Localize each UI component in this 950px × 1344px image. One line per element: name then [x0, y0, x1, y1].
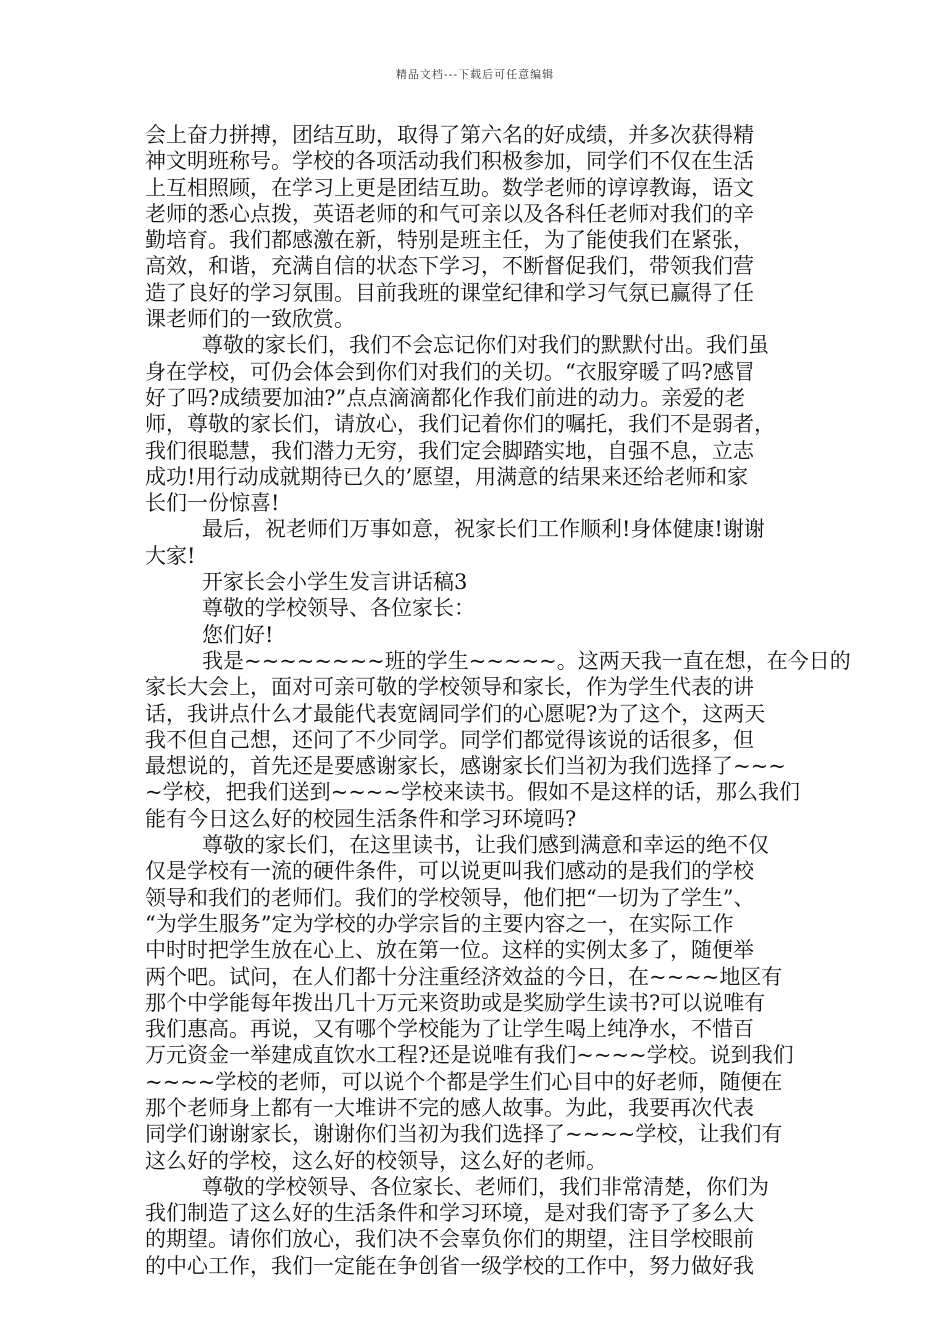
text-line: 高效，和谐，充满自信的状态下学习，不断督促我们，带领我们营	[145, 254, 754, 279]
text-line: 勤培育。我们都感激在新，特别是班主任，为了能使我们在紧张，	[145, 228, 754, 253]
text-line: 的中心工作，我们一定能在争创省一级学校的工作中，努力做好我	[145, 1253, 754, 1278]
text-line: “为学生服务”定为学校的办学宗旨的主要内容之一，在实际工作	[145, 911, 734, 936]
text-line: 我们很聪慧，我们潜力无穷，我们定会脚踏实地，自强不息，立志	[145, 438, 754, 463]
text-line: 成功!用行动成就期待已久的’愿望，用满意的结果来还给老师和家	[145, 464, 749, 489]
text-line: 领导和我们的老师们。我们的学校领导，他们把“一切为了学生”、	[145, 885, 755, 910]
text-line: 好了吗?成绩要加油?”点点滴滴都化作我们前进的动力。亲爱的老	[145, 385, 746, 410]
document-body	[145, 122, 851, 1279]
text-line: 师，尊敬的家长们，请放心，我们记着你们的嘱托，我们不是弱者，	[145, 412, 775, 437]
text-line: 您们好!	[202, 622, 274, 647]
text-line: 身在学校，可仍会体会到你们对我们的关切。“衣服穿暖了吗?感冒	[145, 359, 755, 384]
text-line: 我是~~~~~~~~班的学生~~~~~。这两天我一直在想，在今日的	[202, 648, 851, 673]
text-line: 尊敬的学校领导、各位家长：	[202, 596, 475, 621]
text-line: 长们一份惊喜!	[145, 491, 280, 516]
text-line: 课老师们的一致欣赏。	[145, 307, 355, 332]
text-line: 尊敬的学校领导、各位家长、老师们，我们非常清楚，你们为	[202, 1174, 769, 1199]
text-line: 我们制造了这么好的生活条件和学习环境，是对我们寄予了多么大	[145, 1201, 754, 1226]
text-line: 这么好的学校，这么好的校领导，这么好的老师。	[145, 1148, 607, 1173]
text-line: 中时时把学生放在心上、放在第一位。这样的实例太多了，随便举	[145, 938, 754, 963]
text-line: 同学们谢谢家长，谢谢你们当初为我们选择了~~~~学校，让我们有	[145, 1122, 783, 1147]
text-line: 两个吧。试问，在人们都十分注重经济效益的今日，在~~~~地区有	[145, 964, 783, 989]
text-line: 大家!	[145, 543, 196, 568]
text-line: 的期望。请你们放心，我们决不会辜负你们的期望，注目学校眼前	[145, 1227, 754, 1252]
text-line: 老师的悉心点拨，英语老师的和气可亲以及各科任老师对我们的辛	[145, 201, 754, 226]
text-line: 尊敬的家长们，我们不会忘记你们对我们的默默付出。我们虽	[202, 333, 769, 358]
text-line: 尊敬的家长们，在这里读书，让我们感到满意和幸运的绝不仅	[202, 833, 769, 858]
text-line: 会上奋力拼搏，团结互助，取得了第六名的好成绩，并多次获得精	[145, 123, 754, 147]
text-line: ~学校，把我们送到~~~~学校来读书。假如不是这样的话，那么我们	[145, 780, 800, 805]
text-line: 开家长会小学生发言讲话稿3	[202, 570, 468, 595]
text-line: 能有今日这么好的校园生活条件和学习环境吗?	[145, 806, 577, 831]
text-line: 上互相照顾，在学习上更是团结互助。数学老师的谆谆教诲，语文	[145, 175, 754, 200]
text-line: 神文明班称号。学校的各项活动我们积极参加，同学们不仅在生活	[145, 149, 754, 174]
text-line: 造了良好的学习氛围。目前我班的课堂纪律和学习气氛已赢得了任	[145, 280, 754, 305]
page-header: 精品文档---下载后可任意编辑	[395, 68, 555, 81]
text-line: 话，我讲点什么才最能代表宽阔同学们的心愿呢?为了这个，这两天	[145, 701, 766, 726]
text-line: 家长大会上，面对可亲可敬的学校领导和家长，作为学生代表的讲	[145, 675, 754, 700]
text-line: 那个老师身上都有一大堆讲不完的感人故事。为此，我要再次代表	[145, 1095, 754, 1120]
text-line: 那个中学能每年拨出几十万元来资助或是奖励学生读书?可以说唯有	[145, 990, 766, 1015]
text-line: 我们惠高。再说，又有哪个学校能为了让学生喝上纯净水，不惜百	[145, 1017, 754, 1042]
text-line: 最想说的，首先还是要感谢家长，感谢家长们当初为我们选择了~~~	[145, 754, 786, 779]
text-line: 仅是学校有一流的硬件条件，可以说更叫我们感动的是我们的学校	[145, 859, 754, 884]
text-line: 万元资金一举建成直饮水工程?还是说唯有我们~~~~学校。说到我们	[145, 1043, 794, 1068]
text-line: 最后，祝老师们万事如意，祝家长们工作顺利!身体健康!谢谢	[202, 517, 765, 542]
text-line: ~~~~学校的老师，可以说个个都是学生们心目中的好老师，随便在	[145, 1069, 783, 1094]
text-line: 我不但自己想，还问了不少同学。同学们都觉得该说的话很多，但	[145, 727, 754, 752]
